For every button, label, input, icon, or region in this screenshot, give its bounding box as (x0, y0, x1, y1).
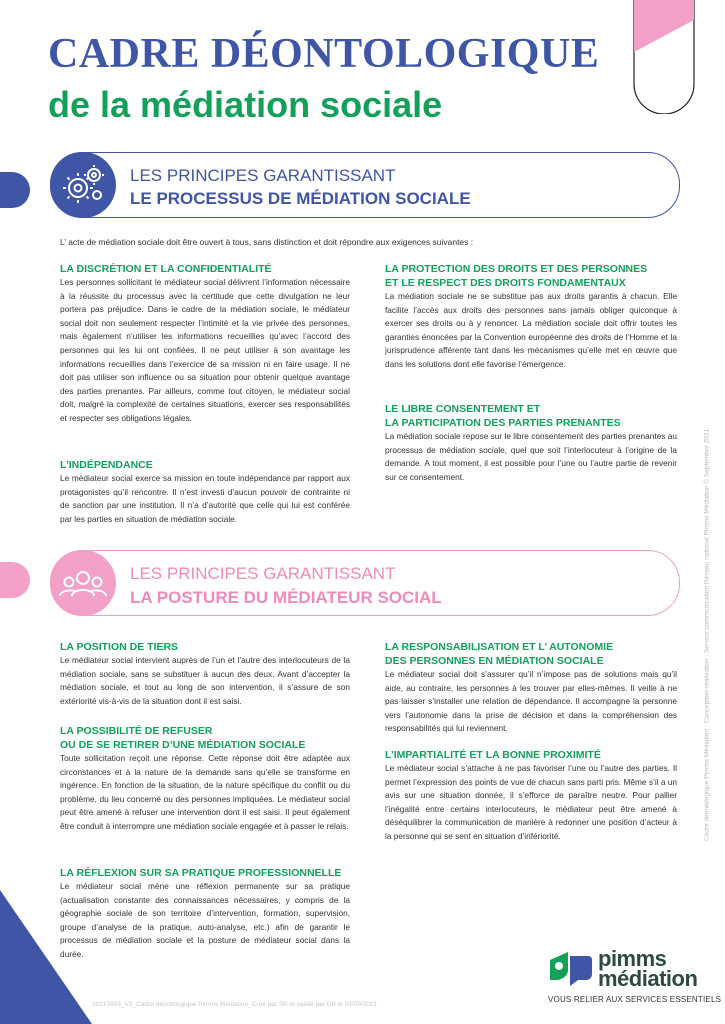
block-text: La médiation sociale repose sur le libre consentement des parties prenantes au processus de médiation sociale, quel que soit l’interlocuteur à l’origine de la demande. A tout moment, il est possible pour l’une ou l’autre partie de revenir sur ce consentement. (385, 431, 677, 482)
block-text: Le médiateur social intervient auprès de l’un et l’autre des interlocuteurs de la médiation sociale, sans se substituer à aucun des deux. Avant d’accepter la médiation sociale, et tout au long de son intervention, il s’assure de son extériorité vis-à-vis de la situation dont il est saisi. (60, 655, 350, 706)
top-right-decoration (633, 0, 695, 114)
block-possibilite-refuser (60, 724, 350, 834)
block-heading-line2: ET LE RESPECT DES DROITS FONDAMENTAUX (385, 277, 626, 289)
pimms-logo-icon (548, 950, 592, 986)
left-blue-tab (0, 172, 30, 208)
logo-name-line1: pimms (598, 946, 667, 971)
section1-label-line1: LES PRINCIPES GARANTISSANT (130, 166, 396, 185)
block-heading-line1: LA POSSIBILITÉ DE REFUSER (60, 725, 213, 737)
block-heading-line1: LA PROTECTION DES DROITS ET DES PERSONNES (385, 263, 648, 275)
section1-intro: L’ acte de médiation sociale doit être ouvert à tous, sans distinction et doit répondre aux exigences suivantes : (60, 237, 474, 247)
block-heading: LA POSITION DE TIERS (60, 641, 179, 653)
block-heading-line1: LA RESPONSABILISATION ET L’ AUTONOMIE (385, 641, 614, 653)
block-text: Le médiateur social s’attache à ne pas favoriser l’une ou l’autre des parties. Il permet l’expression des points de vue de chacun sans parti pris. Même s’il a un avis sur une situation donnée, il s’efforce de paraître neutre. Pour pallier l’inégalité entre certains interlocuteurs, le médiateur peut être amené à déséquilibrer la communication de manière à redonner une position d’acteur à la personne qui se sent en situation d’infériorité. (385, 763, 677, 841)
left-pink-tab (0, 562, 30, 598)
block-libre-consentement (385, 402, 677, 484)
block-text: Le médiateur social doit s’assurer qu’il n’impose pas de solutions mais qu’il aide, au contraire, les personnes à les trouver par elles-mêmes. Il veille à ne pas laisser s’installer une relation de dépendance. Il accompagne la personne vers l’autonomie dans la prise de décision et dans la compréhension des responsabilités qui lui reviennent. (385, 669, 677, 734)
block-independance (60, 458, 350, 526)
logo-name-line2: médiation (598, 966, 698, 991)
footer-note: 20210903_V2_Cadre déontologique Pimms Médiation_Créé par SR et validé par DB le 03/09/2021 (92, 1001, 378, 1008)
block-impartialite (385, 748, 677, 844)
block-heading-line1: LE LIBRE CONSENTEMENT ET (385, 403, 541, 415)
section1-icon-circle (50, 152, 116, 218)
block-heading: L’IMPARTIALITÉ ET LA BONNE PROXIMITÉ (385, 749, 601, 761)
section2-label-line1: LES PRINCIPES GARANTISSANT (130, 564, 396, 583)
page-subtitle: de la médiation sociale (48, 84, 443, 125)
section2-icon-circle (50, 550, 116, 616)
block-heading-line2: LA PARTICIPATION DES PARTIES PRENANTES (385, 417, 621, 429)
page-title: CADRE DÉONTOLOGIQUE (48, 31, 600, 77)
block-heading: LA RÉFLEXION SUR SA PRATIQUE PROFESSIONNELLE (60, 867, 342, 879)
block-text: Le médiateur social exerce sa mission en toute indépendance par rapport aux protagonistes qu’il rencontre. Il n’est investi d’aucun pouvoir de contrainte ni de sanction par une institution. Il n’a d’autorité que celle qui lui est conférée par les parties en situation de médiation sociale. (60, 473, 350, 524)
gears-icon (50, 152, 116, 218)
section1-label-line2: LE PROCESSUS DE MÉDIATION SOCIALE (130, 189, 471, 208)
block-text: Les personnes sollicitant le médiateur social délivrent l’information nécessaire à la réussite du processus avec la certitude que cette divulgation ne leur portera pas préjudice. Dans le cadre de la médiation sociale, le médiateur social doit non seulement respecter l’intimité et la vie privée des personnes, mais également n’utiliser les informations recueillies qu’avec l’accord des personnes qui les lui ont confiées. Il ne peut utiliser à son avantage les informations recueillies dans l’exercice de sa mission ni en faire usage. Il ne doit pas utiliser son influence ou sa situation pour obtenir quelque avantage des parties prenantes. Par ailleurs, comme tout citoyen, le médiateur social doit, malgré la complexité de certaines situations, exercer ses responsabilités et respecter ses obligations légales. (60, 277, 350, 423)
block-heading: L’INDÉPENDANCE (60, 459, 153, 471)
block-heading-line2: DES PERSONNES EN MÉDIATION SOCIALE (385, 655, 604, 667)
side-credit-note (700, 340, 714, 930)
block-reflexion-pratique (60, 866, 350, 962)
logo-tagline: VOUS RELIER AUX SERVICES ESSENTIELS (548, 995, 722, 1004)
block-protection-droits (385, 262, 677, 372)
block-text: Le médiateur social mène une réflexion permanente sur sa pratique (actualisation constante des connaissances nécessaires, y compris de la géographie sociale de son territoire d’intervention, formation, supervision, groupe d’analyse de la pratique, auto-analyse, etc.) afin de garantir le processus de médiation sociale et la posture de médiateur social dans la durée. (60, 881, 350, 959)
block-responsabilisation (385, 640, 677, 736)
block-text: La médiation sociale ne se substitue pas aux droits garantis à chacun. Elle facilite l’accès aux droits des personnes sans jamais obliger quiconque à exercer ses droits ou à y renoncer. La médiation sociale doit offrir toutes les garanties énoncées par la Convention européenne des droits de l’Homme et la jurisprudence afférente tant dans les mécanismes qu’elle met en œuvre que dans les solutions dont elle favorise l’émergence. (385, 291, 677, 369)
block-discretion (60, 262, 350, 426)
block-heading-line2: OU DE SE RETIRER D’UNE MÉDIATION SOCIALE (60, 739, 306, 751)
block-position-tiers (60, 640, 350, 708)
block-heading: LA DISCRÉTION ET LA CONFIDENTIALITÉ (60, 263, 272, 275)
people-icon (50, 550, 116, 616)
side-credit-text: Cadre déontologique Pimms Médiation - Conception-réalisation : Service communication Réseau national Pimms Médiation © Septembre 2021 (703, 429, 711, 841)
section2-label-line2: LA POSTURE DU MÉDIATEUR SOCIAL (130, 588, 442, 607)
block-text: Toute sollicitation reçoit une réponse. Cette réponse doit être adaptée aux circonstances et à la nature de la demande sans qu’elle se transforme en ingérence. En fonction de la situation, de la nature spécifique du conflit ou du problème, du lieu concerné ou des personnes impliquées. Le médiateur social peut être amené à refuser une intervention dont il est saisi. Il peut également être conduit à interrompre une médiation sociale engagée et à passer le relais. (60, 753, 350, 831)
